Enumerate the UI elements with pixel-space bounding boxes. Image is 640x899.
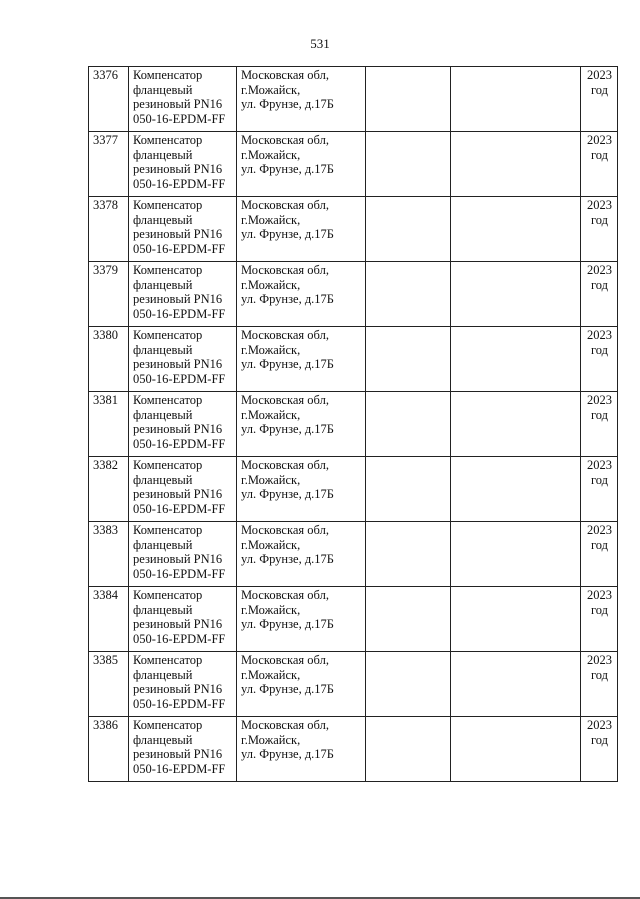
empty-cell (451, 392, 581, 457)
year-cell: 2023 год (581, 652, 618, 717)
year-cell: 2023 год (581, 717, 618, 782)
row-number-cell: 3377 (89, 132, 129, 197)
item-name-cell: Компенсатор фланцевый резиновый PN16 050-16-EPDM-FF (129, 262, 237, 327)
empty-cell (451, 717, 581, 782)
registry-table-body (89, 67, 618, 782)
table-row (89, 652, 618, 717)
empty-cell (366, 457, 451, 522)
year-cell: 2023 год (581, 327, 618, 392)
row-number-cell: 3378 (89, 197, 129, 262)
row-number-cell: 3379 (89, 262, 129, 327)
item-name-cell: Компенсатор фланцевый резиновый PN16 050-16-EPDM-FF (129, 652, 237, 717)
address-cell: Московская обл, г.Можайск, ул. Фрунзе, д.17Б (237, 197, 366, 262)
row-number-cell: 3381 (89, 392, 129, 457)
item-name-cell: Компенсатор фланцевый резиновый PN16 050-16-EPDM-FF (129, 717, 237, 782)
row-number-cell: 3382 (89, 457, 129, 522)
empty-cell (451, 67, 581, 132)
row-number-cell: 3386 (89, 717, 129, 782)
empty-cell (366, 132, 451, 197)
row-number-cell: 3384 (89, 587, 129, 652)
address-cell: Московская обл, г.Можайск, ул. Фрунзе, д.17Б (237, 67, 366, 132)
year-cell: 2023 год (581, 67, 618, 132)
item-name-cell: Компенсатор фланцевый резиновый PN16 050-16-EPDM-FF (129, 327, 237, 392)
table-row (89, 457, 618, 522)
address-cell: Московская обл, г.Можайск, ул. Фрунзе, д.17Б (237, 392, 366, 457)
empty-cell (366, 327, 451, 392)
table-row (89, 132, 618, 197)
table-row (89, 587, 618, 652)
empty-cell (451, 262, 581, 327)
table-row (89, 522, 618, 587)
empty-cell (366, 392, 451, 457)
year-cell: 2023 год (581, 457, 618, 522)
year-cell: 2023 год (581, 262, 618, 327)
empty-cell (366, 587, 451, 652)
registry-table (88, 66, 618, 782)
address-cell: Московская обл, г.Можайск, ул. Фрунзе, д.17Б (237, 717, 366, 782)
year-cell: 2023 год (581, 522, 618, 587)
address-cell: Московская обл, г.Можайск, ул. Фрунзе, д.17Б (237, 132, 366, 197)
year-cell: 2023 год (581, 392, 618, 457)
table-row (89, 392, 618, 457)
table-row (89, 327, 618, 392)
address-cell: Московская обл, г.Можайск, ул. Фрунзе, д.17Б (237, 587, 366, 652)
empty-cell (451, 327, 581, 392)
address-cell: Московская обл, г.Можайск, ул. Фрунзе, д.17Б (237, 522, 366, 587)
table-row (89, 67, 618, 132)
empty-cell (451, 652, 581, 717)
table-row (89, 197, 618, 262)
table-row (89, 262, 618, 327)
empty-cell (451, 132, 581, 197)
empty-cell (451, 197, 581, 262)
item-name-cell: Компенсатор фланцевый резиновый PN16 050-16-EPDM-FF (129, 392, 237, 457)
empty-cell (366, 717, 451, 782)
empty-cell (366, 197, 451, 262)
empty-cell (451, 522, 581, 587)
item-name-cell: Компенсатор фланцевый резиновый PN16 050-16-EPDM-FF (129, 587, 237, 652)
empty-cell (366, 522, 451, 587)
empty-cell (451, 587, 581, 652)
row-number-cell: 3376 (89, 67, 129, 132)
empty-cell (366, 262, 451, 327)
item-name-cell: Компенсатор фланцевый резиновый PN16 050-16-EPDM-FF (129, 132, 237, 197)
address-cell: Московская обл, г.Можайск, ул. Фрунзе, д.17Б (237, 652, 366, 717)
item-name-cell: Компенсатор фланцевый резиновый PN16 050-16-EPDM-FF (129, 67, 237, 132)
table-row (89, 717, 618, 782)
address-cell: Московская обл, г.Можайск, ул. Фрунзе, д.17Б (237, 262, 366, 327)
item-name-cell: Компенсатор фланцевый резиновый PN16 050-16-EPDM-FF (129, 197, 237, 262)
row-number-cell: 3385 (89, 652, 129, 717)
item-name-cell: Компенсатор фланцевый резиновый PN16 050-16-EPDM-FF (129, 522, 237, 587)
item-name-cell: Компенсатор фланцевый резиновый PN16 050-16-EPDM-FF (129, 457, 237, 522)
page-number: 531 (310, 36, 330, 51)
empty-cell (451, 457, 581, 522)
row-number-cell: 3383 (89, 522, 129, 587)
year-cell: 2023 год (581, 197, 618, 262)
empty-cell (366, 652, 451, 717)
address-cell: Московская обл, г.Можайск, ул. Фрунзе, д.17Б (237, 327, 366, 392)
year-cell: 2023 год (581, 587, 618, 652)
address-cell: Московская обл, г.Можайск, ул. Фрунзе, д.17Б (237, 457, 366, 522)
row-number-cell: 3380 (89, 327, 129, 392)
empty-cell (366, 67, 451, 132)
year-cell: 2023 год (581, 132, 618, 197)
